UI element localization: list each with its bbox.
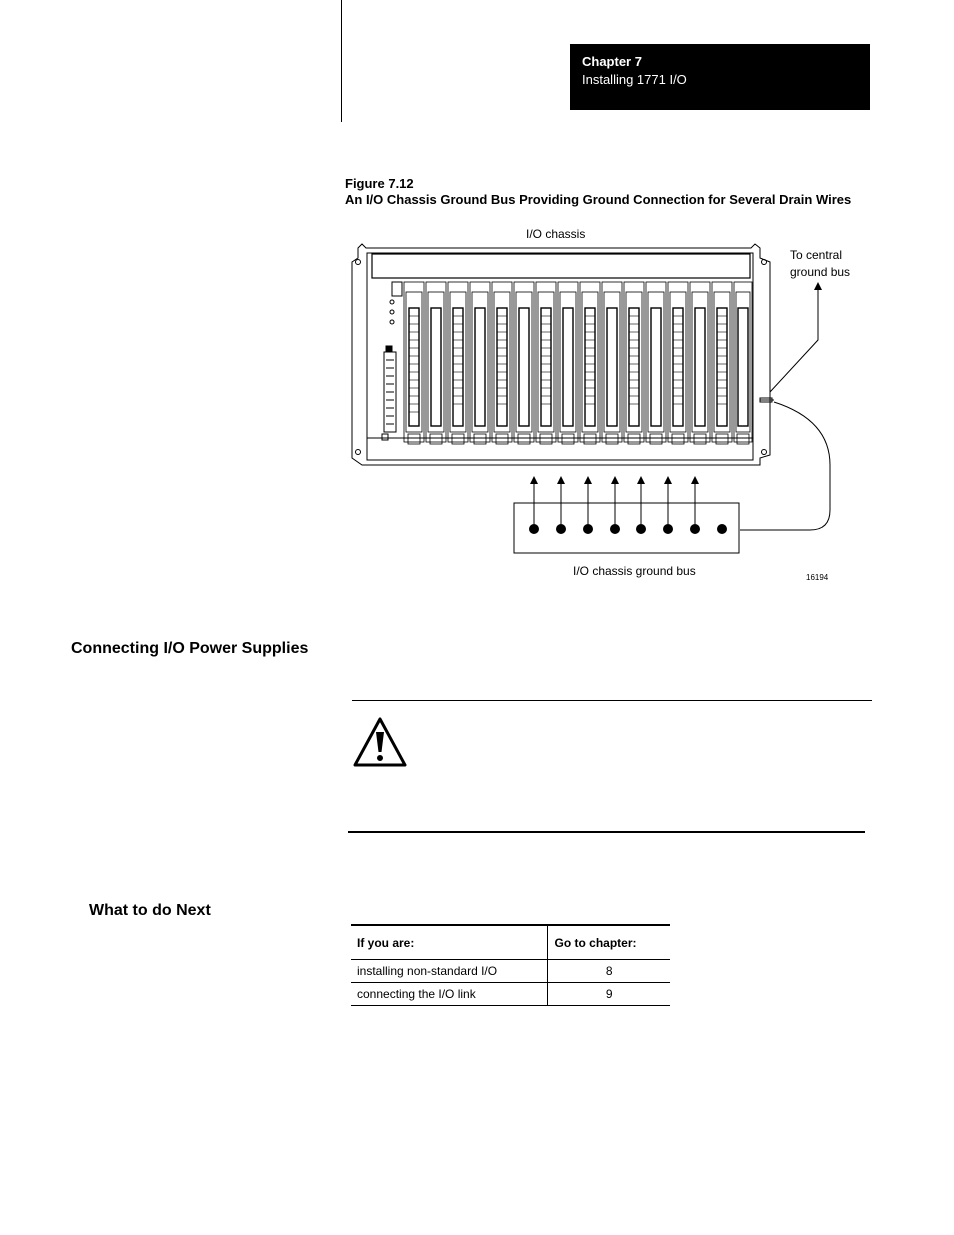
chapter-header [570, 44, 870, 110]
figure-caption: An I/O Chassis Ground Bus Providing Ground Connection for Several Drain Wires [345, 192, 852, 207]
table-cell-task: installing non-standard I/O [351, 960, 548, 983]
chapter-title: Installing 1771 I/O [582, 72, 687, 87]
warning-bottom-rule [348, 831, 865, 833]
ground-bus-terminals [530, 480, 727, 534]
ground-bus [514, 503, 739, 553]
table-row [351, 983, 670, 1006]
warning-top-rule [352, 700, 872, 701]
chassis-ground-figure [340, 220, 860, 600]
central-ground-wire [770, 286, 818, 392]
next-chapter-table [351, 924, 670, 1006]
figure-id: 16194 [806, 573, 829, 582]
label-ground-bus: I/O chassis ground bus [573, 564, 696, 578]
label-io-chassis: I/O chassis [526, 227, 586, 241]
module-terminals [409, 316, 727, 412]
table-cell-task: connecting the I/O link [351, 983, 548, 1006]
section-heading-power-supplies: Connecting I/O Power Supplies [71, 640, 309, 657]
table-cell-chapter: 8 [548, 960, 670, 983]
table-row [351, 960, 670, 983]
section-heading-what-next: What to do Next [89, 902, 211, 919]
table-cell-chapter: 9 [548, 983, 670, 1006]
margin-rule [341, 0, 342, 122]
table-header-if-you-are: If you are: [351, 925, 548, 960]
warning-triangle-icon [352, 716, 408, 768]
label-central-2: ground bus [790, 265, 851, 279]
figure-number: Figure 7.12 [345, 176, 414, 191]
label-central-1: To central [790, 248, 843, 262]
chapter-label: Chapter 7 [582, 54, 642, 69]
table-header-row [351, 925, 670, 960]
io-module-slots [404, 282, 752, 444]
table-header-go-to-chapter: Go to chapter: [548, 925, 670, 960]
